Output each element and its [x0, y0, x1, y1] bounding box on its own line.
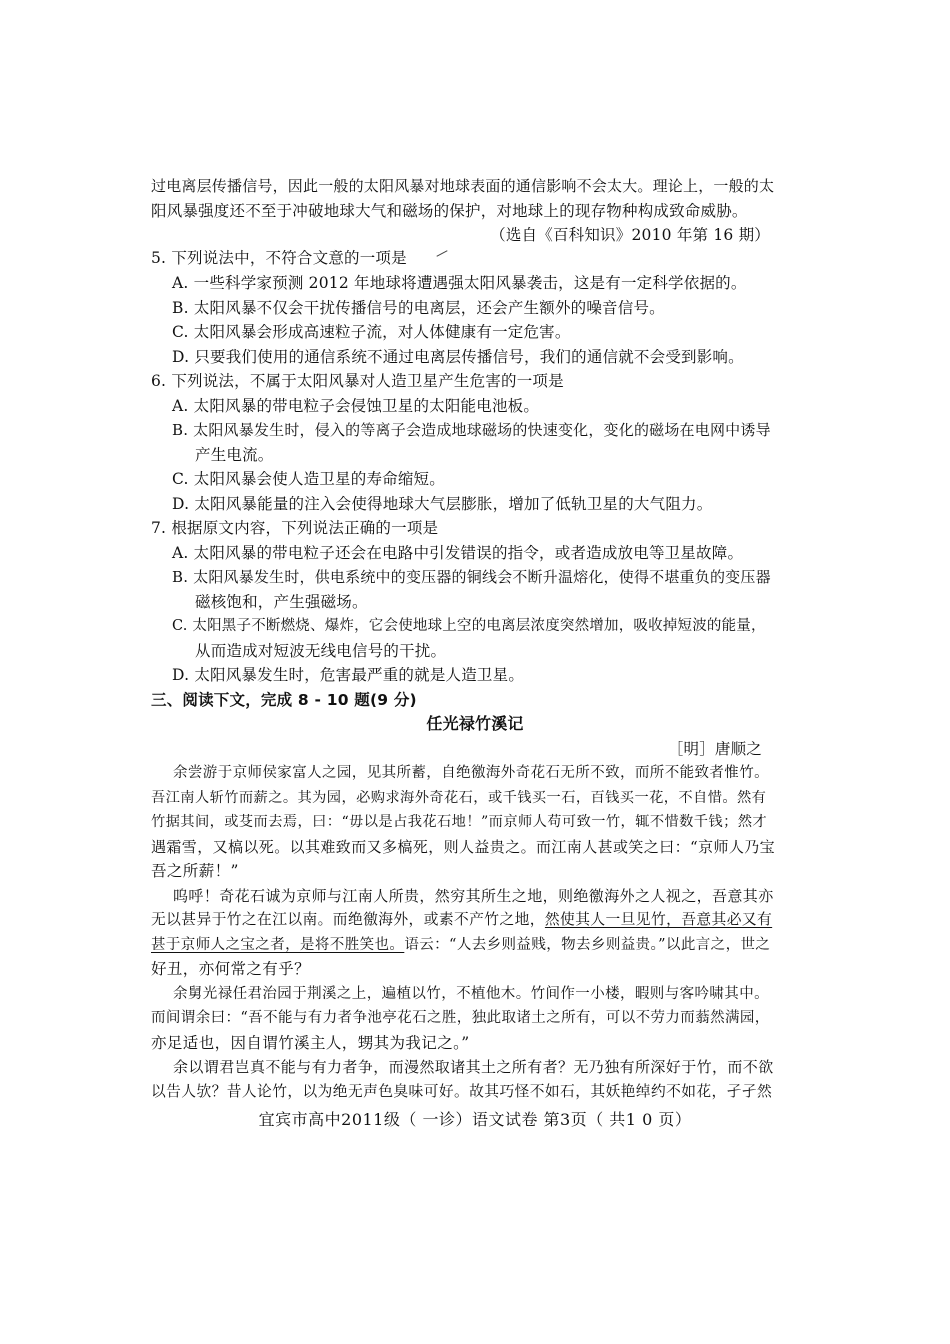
question-6-option-c: C. 太阳风暴会使人造卫星的寿命缩短。	[172, 470, 445, 488]
question-7-option-c-cont: 从而造成对短波无线电信号的干扰。	[195, 642, 447, 660]
passage-line: 阳风暴强度还不至于冲破地球大气和磁场的保护，对地球上的现存物种构成致命威胁。	[151, 202, 748, 220]
question-7-option-b-cont: 磁核饱和，产生强磁场。	[195, 593, 368, 611]
question-7-option-a: A. 太阳风暴的带电粒子还会在电路中引发错误的指令，或者造成放电等卫星故障。	[172, 544, 744, 562]
passage-line: 过电离层传播信号，因此一般的太阳风暴对地球表面的通信影响不会太大。理论上，一般的太	[151, 177, 775, 195]
question-7-option-d: D. 太阳风暴发生时，危害最严重的就是人造卫星。	[172, 666, 525, 684]
question-5-option-a: A. 一些科学家预测 2012 年地球将遭遇强太阳风暴袭击，这是有一定科学依据的。	[172, 274, 747, 292]
essay-text: 无以甚异于竹之在江以南。而绝徼海外，或素不产竹之地，	[151, 911, 545, 928]
essay-line: 余尝游于京师侯家富人之园，见其所蓄，自绝徼海外奇花石无所不致，而所不能致者惟竹。	[173, 765, 769, 781]
essay-line: 亦足适也，因自谓竹溪主人，甥其为我记之。”	[151, 1034, 470, 1052]
essay-line: 吾江南人斩竹而薪之。其为园，必购求海外奇花石，或千钱买一石，百钱买一花，不自惜。然有	[151, 790, 767, 806]
essay-author: ［明］唐顺之	[667, 740, 762, 758]
question-6-option-d: D. 太阳风暴能量的注入会使得地球大气层膨胀，增加了低轨卫星的大气阻力。	[172, 495, 713, 513]
pen-mark	[436, 250, 447, 257]
underlined-sentence: 然使其人一旦见竹，吾意其必又有	[544, 911, 773, 928]
question-6-option-b: B. 太阳风暴发生时，侵入的等离子会造成地球磁场的快速变化，变化的磁场在电网中诱导	[172, 421, 771, 439]
question-6-option-b-cont: 产生电流。	[195, 446, 274, 464]
essay-text: 语云：“人去乡则益贱，物去乡则益贵。”以此言之，世之	[404, 937, 771, 953]
essay-line: 竹据其间，或芟而去焉，曰：“毋以是占我花石地！”而京师人苟可致一竹，辄不惜数千钱；然才	[151, 814, 768, 830]
essay-line: 余舅光禄任君治园于荆溪之上，遍植以竹，不植他木。竹间作一小楼，暇则与客吟啸其中。	[173, 986, 769, 1002]
question-7-option-b: B. 太阳风暴发生时，供电系统中的变压器的铜线会不断升温熔化，使得不堪重负的变压器	[172, 568, 771, 586]
passage-source: （选自《百科知识》2010 年第 16 期）	[490, 226, 770, 244]
question-5-stem: 5. 下列说法中，不符合文意的一项是	[151, 249, 407, 267]
essay-line: 吾之所薪！”	[151, 862, 239, 880]
question-7-stem: 7. 根据原文内容，下列说法正确的一项是	[151, 519, 439, 537]
essay-line	[151, 908, 772, 932]
section-heading: 三、阅读下文，完成 8 - 10 题(9 分)	[151, 691, 417, 709]
essay-line	[151, 933, 770, 957]
essay-line: 好丑，亦何常之有乎？	[151, 960, 311, 978]
page-footer: 宜宾市高中2011级（ 一诊）语文试卷 第3页（ 共1 0 页）	[258, 1110, 692, 1129]
essay-line: 余以谓君岂真不能与有力者争，而漫然取诸其土之所有者？无乃独有所深好于竹，而不欲	[173, 1058, 774, 1076]
question-7-option-c: C. 太阳黑子不断燃烧、爆炸，它会使地球上空的电离层浓度突然增加，吸收掉短波的能量，	[172, 618, 766, 634]
question-6-stem: 6. 下列说法，不属于太阳风暴对人造卫星产生危害的一项是	[151, 372, 564, 390]
underlined-sentence: 甚于京师人之宝之者，是将不胜笑也。	[151, 937, 405, 953]
essay-line: 遇霜雪，又槁以死。以其难致而又多槁死，则人益贵之。而江南人甚或笑之曰：“京师人乃宝	[151, 838, 776, 856]
essay-title: 任光禄竹溪记	[426, 714, 524, 733]
question-5-option-b: B. 太阳风暴不仅会干扰传播信号的电离层，还会产生额外的噪音信号。	[172, 299, 665, 317]
question-6-option-a: A. 太阳风暴的带电粒子会侵蚀卫星的太阳能电池板。	[172, 397, 540, 415]
question-5-option-d: D. 只要我们使用的通信系统不通过电离层传播信号，我们的通信就不会受到影响。	[172, 348, 744, 366]
essay-line: 呜呼！奇花石诚为京师与江南人所贵，然穷其所生之地，则绝徼海外之人视之，吾意其亦	[173, 887, 774, 905]
essay-line: 以告人欤？昔人论竹，以为绝无声色臭味可好。故其巧怪不如石，其妖艳绰约不如花，孑孑然	[151, 1083, 773, 1100]
essay-line: 而间谓余曰：“吾不能与有力者争池亭花石之胜，独此取诸土之所有，可以不劳力而蓊然满园，	[151, 1010, 770, 1026]
question-5-option-c: C. 太阳风暴会形成高速粒子流，对人体健康有一定危害。	[172, 323, 571, 341]
